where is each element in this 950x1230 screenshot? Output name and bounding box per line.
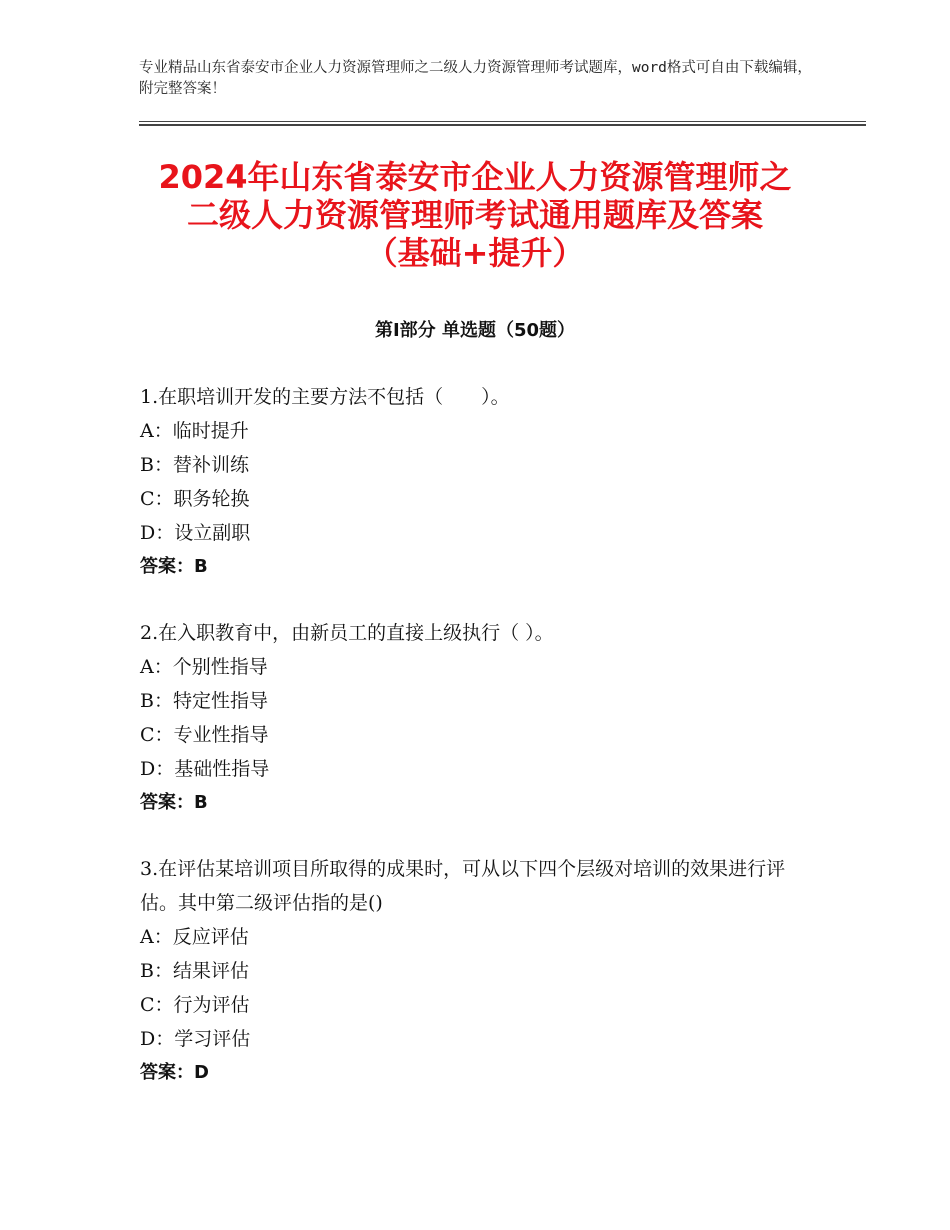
header-note: 专业精品山东省泰安市企业人力资源管理师之二级人力资源管理师考试题库，word格式可自由下载编辑，附完整答案！ (139, 60, 812, 97)
title-line-3: （基础+提升） (365, 234, 585, 272)
title-line-1: 2024年山东省泰安市企业人力资源管理师之 (158, 158, 792, 196)
question-stem: 1.在职培训开发的主要方法不包括（ ）。 (140, 386, 510, 408)
header-divider (139, 121, 866, 126)
option-c: C：行为评估 (140, 994, 250, 1016)
option-b: B：特定性指导 (140, 690, 268, 712)
answer: 答案：D (140, 1062, 209, 1083)
option-a: A：反应评估 (140, 926, 249, 948)
question-2 (140, 616, 820, 820)
option-c: C：专业性指导 (140, 724, 269, 746)
question-list (140, 380, 820, 1122)
option-c: C：职务轮换 (140, 488, 250, 510)
option-b: B：结果评估 (140, 960, 249, 982)
title-line-2: 二级人力资源管理师考试通用题库及答案 (186, 196, 763, 234)
question-stem: 3.在评估某培训项目所取得的成果时，可从以下四个层级对培训的效果进行评估。其中第二级评估指的是() (140, 858, 786, 914)
option-a: A：个别性指导 (140, 656, 268, 678)
option-d: D：设立副职 (140, 522, 251, 544)
option-d: D：基础性指导 (140, 758, 270, 780)
answer: 答案：B (140, 792, 208, 813)
section-title: 第Ⅰ部分 单选题（50题） (374, 320, 575, 341)
question-1 (140, 380, 820, 584)
option-b: B：替补训练 (140, 454, 249, 476)
question-3 (140, 852, 820, 1090)
option-a: A：临时提升 (140, 420, 249, 442)
document-title (100, 158, 850, 272)
answer: 答案：B (140, 556, 208, 577)
question-stem: 2.在入职教育中，由新员工的直接上级执行（ ）。 (140, 622, 554, 644)
option-d: D：学习评估 (140, 1028, 251, 1050)
